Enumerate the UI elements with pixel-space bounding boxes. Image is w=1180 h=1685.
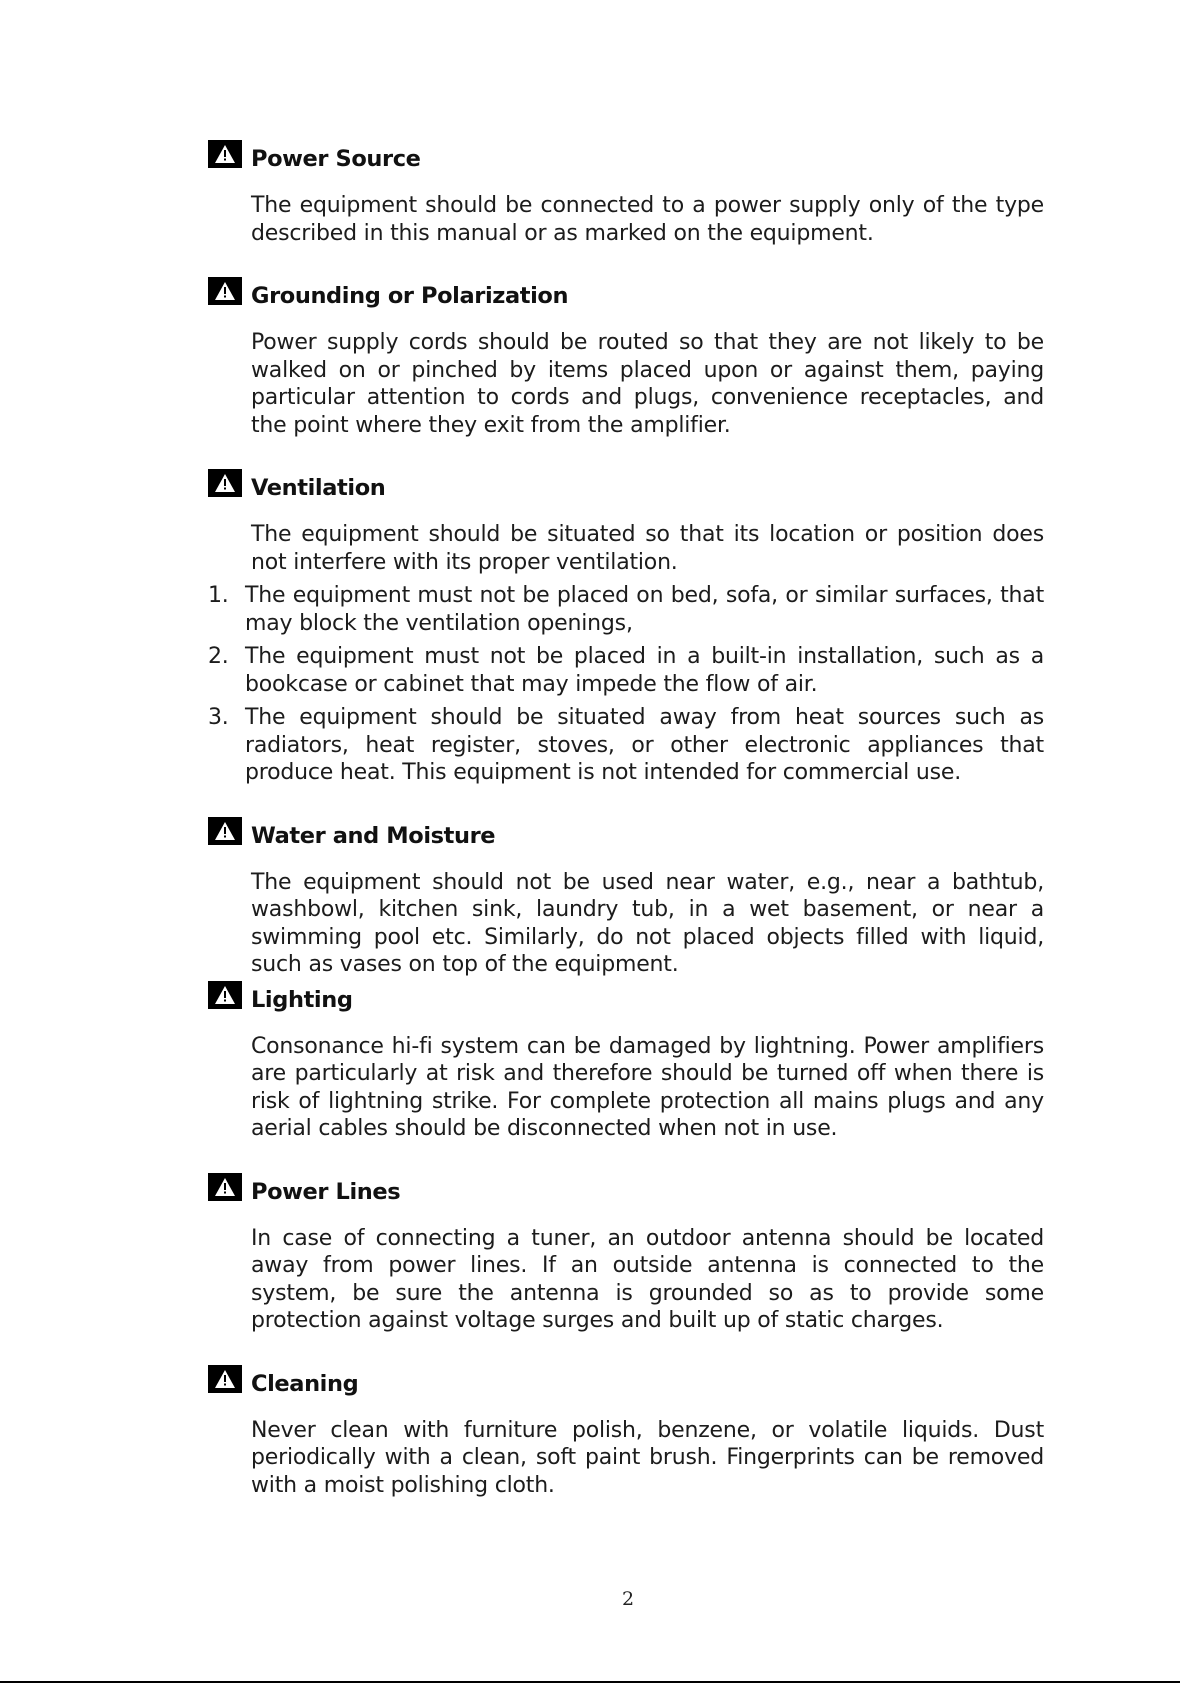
section-paragraph: The equipment should be situated so that its location or position does not interfere with its proper ventilation. [251, 522, 1044, 575]
section-grounding [208, 277, 1044, 469]
warning-triangle-icon [208, 1173, 242, 1201]
page-number: 2 [621, 1588, 635, 1610]
list-item-number: 2. [208, 644, 229, 669]
list-item-number: 3. [208, 705, 229, 730]
section-ventilation [208, 469, 1044, 817]
section-power-lines [208, 1173, 1044, 1365]
section-heading [208, 981, 1044, 1015]
section-title: Cleaning [251, 1370, 359, 1397]
section-title: Lighting [251, 986, 353, 1013]
section-title: Ventilation [251, 475, 386, 501]
section-title: Power Source [251, 146, 421, 172]
warning-triangle-icon [208, 817, 242, 845]
section-title: Power Lines [251, 1178, 401, 1205]
list-item [208, 643, 1044, 698]
section-heading [208, 140, 1044, 174]
warning-triangle-icon [208, 277, 242, 305]
warning-triangle-icon [208, 981, 242, 1009]
list-item-text: The equipment should be situated away from heat sources such as radiators, heat register, stoves, or other electronic appliances that produce heat. This equipment is not intended for commercial use. [245, 705, 1044, 785]
warning-triangle-icon [208, 1365, 242, 1393]
section-heading [208, 1173, 1044, 1207]
section-paragraph: The equipment should be connected to a power supply only of the type described in this manual or as marked on the equipment. [251, 193, 1044, 246]
section-paragraph: The equipment should not be used near water, e.g., near a bathtub, washbowl, kitchen sink, laundry tub, in a wet basement, or near a swimming pool etc. Similarly, do not placed objects filled with liquid, such as vases on top of the equipment. [251, 869, 1044, 977]
section-water-moisture [208, 817, 1044, 981]
section-title: Grounding or Polarization [251, 283, 569, 309]
list-item-text: The equipment must not be placed on bed, sofa, or similar surfaces, that may block the ventilation openings, [245, 583, 1044, 636]
section-heading [208, 469, 1044, 503]
ventilation-list [208, 582, 1044, 787]
section-paragraph: In case of connecting a tuner, an outdoor antenna should be located away from power lines. If an outside antenna is connected to the system, be sure the antenna is grounded so as to provide some protection against voltage surges and built up of static charges. [251, 1225, 1044, 1333]
warning-triangle-icon [208, 469, 242, 497]
page-bottom-rule [0, 1681, 1180, 1683]
section-paragraph: Consonance hi-fi system can be damaged by lightning. Power amplifiers are particularly at risk and therefore should be turned off when there is risk of lightning strike. For complete protection all mains plugs and any aerial cables should be disconnected when not in use. [251, 1033, 1044, 1141]
section-paragraph: Power supply cords should be routed so that they are not likely to be walked on or pinched by items placed upon or against them, paying particular attention to cords and plugs, convenience receptacles, and the point where they exit from the amplifier. [251, 330, 1044, 438]
section-paragraph: Never clean with furniture polish, benzene, or volatile liquids. Dust periodically with a clean, soft paint brush. Fingerprints can be removed with a moist polishing cloth. [251, 1417, 1044, 1498]
list-item [208, 582, 1044, 637]
safety-instructions [208, 140, 1044, 1499]
section-heading [208, 277, 1044, 311]
section-heading [208, 1365, 1044, 1399]
section-title: Water and Moisture [251, 822, 496, 849]
list-item-text: The equipment must not be placed in a built-in installation, such as a bookcase or cabinet that may impede the flow of air. [245, 644, 1044, 697]
section-power-source [208, 140, 1044, 277]
section-heading [208, 817, 1044, 851]
section-cleaning [208, 1365, 1044, 1500]
list-item-number: 1. [208, 583, 229, 608]
warning-triangle-icon [208, 140, 242, 168]
list-item [208, 704, 1044, 787]
section-lighting [208, 981, 1044, 1173]
